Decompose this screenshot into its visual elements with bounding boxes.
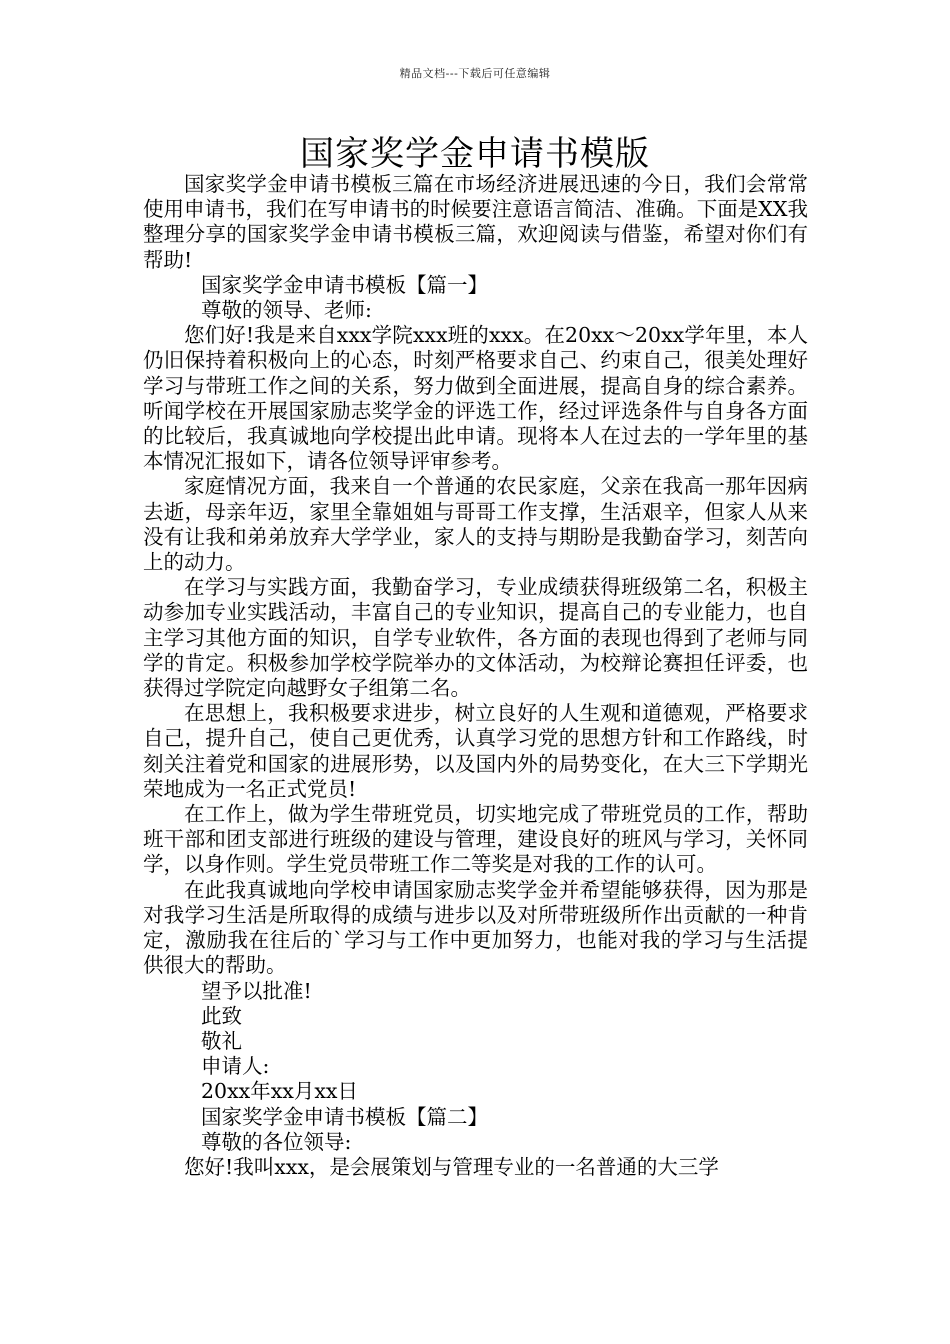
- closing-line: 敬礼: [201, 1028, 242, 1053]
- section-heading-1: 国家奖学金申请书模板【篇一】: [201, 272, 488, 297]
- body-paragraph: 在工作上，做为学生带班党员，切实地完成了带班党员的工作，帮助班干部和团支部进行班级的建设与管理，建设良好的班风与学习，关怀同学，以身作则。学生党员带班工作二等奖是对我的工作的认可。: [143, 802, 808, 877]
- header-note: 精品文档---下载后可任意编辑: [399, 67, 551, 80]
- closing-line: 此致: [201, 1003, 242, 1028]
- applicant-line: 申请人:: [201, 1054, 270, 1079]
- body-paragraph: 在学习与实践方面，我勤奋学习，专业成绩获得班级第二名，积极主动参加专业实践活动，丰富自己的专业知识，提高自己的专业能力，也自主学习其他方面的知识，自学专业软件，各方面的表现也得到了老师与同学的肯定。积极参加学校学院举办的文体活动，为校辩论赛担任评委，也获得过学院定向越野女子组第二名。: [143, 575, 808, 701]
- date-line: 20xx年xx月xx日: [201, 1079, 358, 1104]
- body-paragraph: 在思想上，我积极要求进步，树立良好的人生观和道德观，严格要求自己，提升自己，使自己更优秀，认真学习党的思想方针和工作路线，时刻关注着党和国家的进展形势，以及国内外的局势变化，在大三下学期光荣地成为一名正式党员!: [143, 701, 808, 801]
- document-body: [143, 172, 808, 1180]
- document-title: 国家奖学金申请书模版: [300, 134, 650, 174]
- body-paragraph: 在此我真诚地向学校申请国家励志奖学金并希望能够获得，因为那是对我学习生活是所取得的成绩与进步以及对所带班级所作出贡献的一种肯定，激励我在往后的`学习与工作中更加努力，也能对我的学习与生活提供很大的帮助。: [143, 877, 808, 978]
- body-paragraph: 您好!我叫xxx，是会展策划与管理专业的一名普通的大三学: [184, 1154, 719, 1179]
- closing-line: 望予以批准!: [201, 978, 312, 1003]
- body-paragraph: 您们好!我是来自xxx学院xxx班的xxx。在20xx～20xx学年里，本人仍旧保持着积极向上的心态，时刻严格要求自己、约束自己，很美处理好学习与带班工作之间的关系，努力做到全面进展，提高自身的综合素养。听闻学校在开展国家励志奖学金的评选工作，经过评选条件与自身各方面的比较后，我真诚地向学校提出此申请。现将本人在过去的一学年里的基本情况汇报如下，请各位领导评审参考。: [143, 323, 808, 474]
- salutation: 尊敬的各位领导:: [201, 1129, 352, 1154]
- salutation: 尊敬的领导、老师:: [201, 298, 372, 323]
- intro-paragraph: 国家奖学金申请书模板三篇在市场经济进展迅速的今日，我们会常常使用申请书，我们在写申请书的时候要注意语言简洁、准确。下面是XX我整理分享的国家奖学金申请书模板三篇，欢迎阅读与借鉴，希望对你们有帮助!: [143, 172, 808, 272]
- body-paragraph: 家庭情况方面，我来自一个普通的农民家庭，父亲在我高一那年因病去逝，母亲年迈，家里全靠姐姐与哥哥工作支撑，生活艰辛，但家人从来没有让我和弟弟放弃大学学业，家人的支持与期盼是我勤奋学习，刻苦向上的动力。: [143, 474, 808, 575]
- section-heading-2: 国家奖学金申请书模板【篇二】: [201, 1104, 488, 1129]
